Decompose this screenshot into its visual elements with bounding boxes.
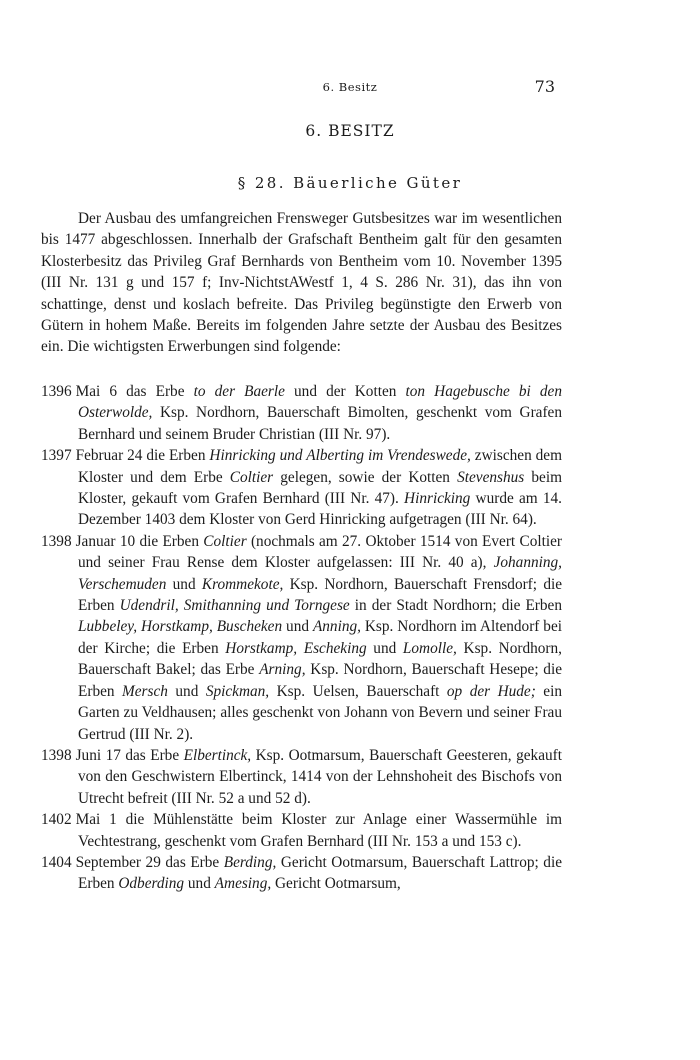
entry-place-name: to der Baerle (193, 383, 285, 400)
entry-year: 1396 (41, 383, 72, 400)
entry-place-name: Anning, (312, 618, 361, 636)
entry-place-name: Arning, (259, 661, 306, 679)
entry-year: 1402 (41, 811, 72, 829)
entry-year: 1404 (41, 853, 72, 871)
entry-text: Januar 10 die Erben (75, 532, 204, 550)
entry-year: 1397 (41, 447, 72, 465)
entry-place-name: ton Hagebusche bi den Osterwolde, (78, 383, 562, 422)
entry-place-name: Lomolle, (402, 639, 457, 657)
entry-text: Ksp. Uelsen, Bauerschaft (269, 682, 447, 700)
entry-place-name: Johanning, Verschemuden (78, 554, 562, 593)
entry-place-name: Coltier (229, 468, 274, 486)
entry-text: (nochmals am 27. Oktober 1514 von Evert Coltier und seiner Frau Rense dem Kloster aufgelassen: III Nr. 40 a), (78, 532, 562, 572)
page-number: 73 (534, 77, 555, 96)
entry-text: Ksp. Nordhorn im Altendorf bei der Kirche; die Erben (78, 618, 562, 657)
acquisition-entry (41, 381, 562, 445)
entry-text: Mai 1 die Mühlenstätte beim Kloster zur Anlage einer Wassermühle im Vechtestrang, geschenkt vom Grafen Bernhard (III Nr. 153 a und 153 c). (75, 811, 562, 850)
entry-text: Ksp. Nordhorn, Bauerschaft Bakel; das Erbe (78, 639, 562, 679)
entry-text: gelegen, sowie der Kotten (273, 468, 458, 486)
entry-place-name: Elbertinck, (183, 746, 252, 764)
acquisition-entry (41, 445, 562, 531)
entry-text: in der Stadt Nordhorn; die Erben (349, 597, 562, 615)
entry-place-name: Mersch (122, 682, 168, 700)
entry-place-name: Krommekote, (201, 575, 284, 593)
entry-text: und (366, 639, 403, 657)
intro-paragraph: Der Ausbau des umfangreichen Frensweger Gutsbesitzes war im wesentlichen bis 1477 abgeschlossen. Innerhalb der Grafschaft Bentheim galt für den gesamten Klosterbesitz das Privileg Graf Bernhards von Bentheim vom 10. November 1395 (III Nr. 131 g und 157 f; Inv-NichtstAWestf 1, 4 S. 286 Nr. 31), das ihn von schattinge, denst und koslach befreite. Das Privileg begünstigte den Erwerb von Gütern in hohem Maße. Bereits im folgenden Jahre setzte der Ausbau des Besitzes ein. Die wichtigsten Erwerbungen sind folgende: (41, 210, 562, 356)
running-head: 6. Besitz (322, 80, 378, 94)
entry-place-name: Amesing, (214, 875, 272, 893)
entry-year: 1398 (41, 532, 72, 550)
entry-text: Juni 17 das Erbe (75, 746, 184, 764)
entry-text: und der Kotten (284, 383, 406, 400)
entry-place-name: Berding, (223, 853, 277, 871)
entry-place-name: Udendril, Smithanning und Torngese (119, 597, 350, 615)
entry-text: Gericht Ootmarsum, Bauerschaft Lattrop; die Erben (78, 853, 562, 893)
entry-text: und (184, 875, 215, 893)
entry-text: Ksp. Nordhorn, Bauerschaft Frensdorf; die Erben (78, 575, 563, 615)
entry-text: zwischen dem Kloster und dem Erbe (78, 447, 562, 486)
entry-text: Gericht Ootmarsum, (271, 875, 401, 893)
entry-place-name: op der Hude; (446, 682, 536, 700)
entry-text: Mai 6 das Erbe (75, 383, 194, 400)
entry-year: 1398 (41, 746, 72, 764)
entry-text: Februar 24 die Erben (75, 447, 210, 465)
entry-place-name: Coltier (203, 532, 247, 550)
entry-text: September 29 das Erbe (75, 853, 224, 871)
entry-place-name: Stevenshus (457, 468, 525, 486)
entry-place-name: Horstkamp, Escheking (225, 639, 367, 657)
acquisition-entry (41, 745, 562, 809)
entry-place-name: Lubbeley, Horstkamp, Buscheken (78, 618, 283, 636)
entry-text: Ksp. Ootmarsum, Bauerschaft Geesteren, gekauft von den Geschwistern Elbertinck, 1414 von der Lehnshoheit des Bischofs von Utrecht befreit (III Nr. 52 a und 52 d). (78, 746, 562, 807)
entry-text: wurde am 14. Dezember 1403 dem Kloster von Gerd Hinricking aufgetragen (III Nr. 64). (78, 490, 562, 529)
entry-place-name: Hinricking und Alberting im Vrendeswede, (209, 447, 471, 465)
entry-place-name: Hinricking (404, 490, 471, 508)
entry-text: und (166, 575, 202, 593)
entry-text: Ksp. Nordhorn, Bauerschaft Bimolten, geschenkt vom Grafen Bernhard und seinem Bruder Christian (III Nr. 97). (78, 404, 562, 443)
entry-text: beim Kloster, gekauft vom Grafen Bernhard (III Nr. 47). (78, 468, 562, 508)
entry-text: und (282, 618, 313, 636)
acquisition-entry (41, 852, 562, 895)
acquisition-entry (41, 809, 562, 852)
acquisition-entry (41, 531, 562, 745)
entry-place-name: Spickman, (205, 682, 270, 700)
chapter-title: 6. BESITZ (305, 122, 395, 140)
entry-text: ein Garten zu Veldhausen; alles geschenkt von Johann von Bevern und seiner Frau Gertrud (III Nr. 2). (78, 682, 562, 743)
entry-text: Ksp. Nordhorn, Bauerschaft Hesepe; die Erben (78, 661, 562, 700)
entry-text: und (167, 682, 206, 700)
entry-place-name: Odberding (118, 875, 185, 893)
section-title: § 28. Bäuerliche Güter (237, 174, 463, 192)
acquisitions-list (41, 381, 562, 895)
